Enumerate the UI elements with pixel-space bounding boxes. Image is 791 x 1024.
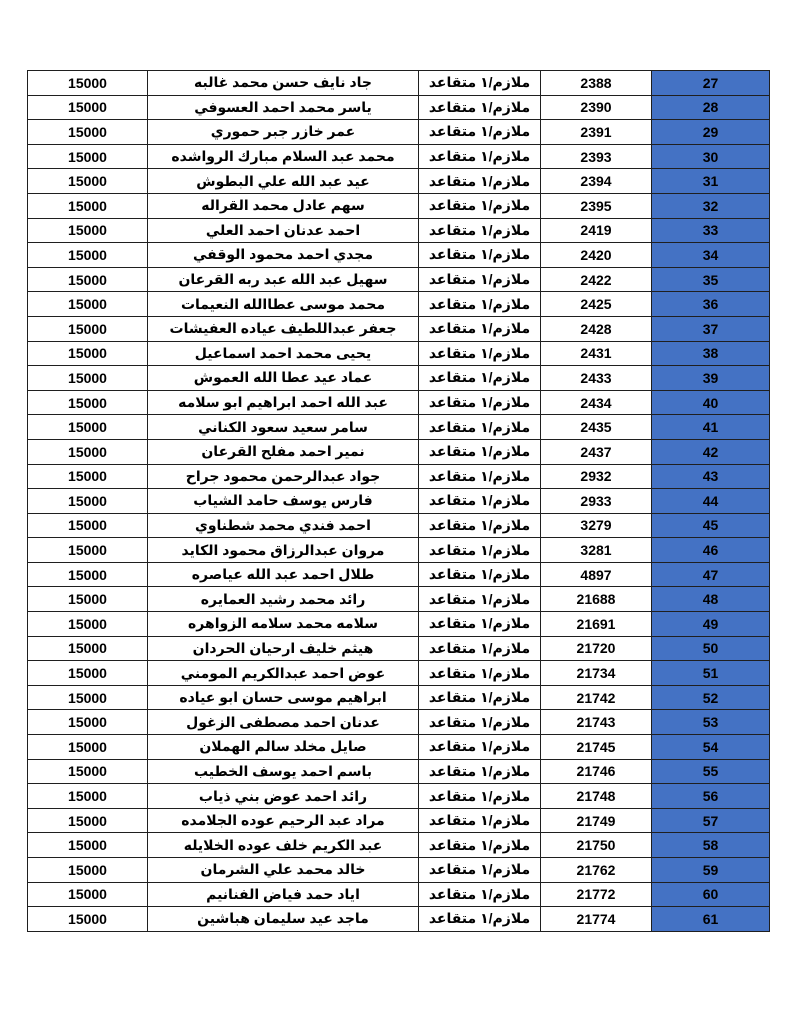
name-cell: سلامه محمد سلامه الزواهره — [148, 612, 419, 637]
table-row — [28, 882, 770, 907]
military-number-cell: 2394 — [541, 169, 652, 194]
rank-cell: ملازم/١ متقاعد — [419, 267, 541, 292]
serial-number-cell: 34 — [652, 243, 770, 268]
serial-number-cell: 27 — [652, 71, 770, 96]
rank-cell: ملازم/١ متقاعد — [419, 784, 541, 809]
table-row — [28, 464, 770, 489]
amount-cell: 15000 — [28, 489, 148, 514]
name-cell: رائد محمد رشيد العمايره — [148, 587, 419, 612]
military-number-cell: 2388 — [541, 71, 652, 96]
table-row — [28, 489, 770, 514]
rank-cell: ملازم/١ متقاعد — [419, 71, 541, 96]
amount-cell: 15000 — [28, 341, 148, 366]
serial-number-cell: 47 — [652, 562, 770, 587]
name-cell: جواد عبدالرحمن محمود جراح — [148, 464, 419, 489]
rank-cell: ملازم/١ متقاعد — [419, 464, 541, 489]
amount-cell: 15000 — [28, 538, 148, 563]
name-cell: احمد عدنان احمد العلي — [148, 218, 419, 243]
rank-cell: ملازم/١ متقاعد — [419, 316, 541, 341]
amount-cell: 15000 — [28, 95, 148, 120]
name-cell: عمر خازر جبر حموري — [148, 120, 419, 145]
table-row — [28, 710, 770, 735]
amount-cell: 15000 — [28, 735, 148, 760]
rank-cell: ملازم/١ متقاعد — [419, 95, 541, 120]
table-row — [28, 833, 770, 858]
military-number-cell: 2420 — [541, 243, 652, 268]
rank-cell: ملازم/١ متقاعد — [419, 858, 541, 883]
military-number-cell: 2434 — [541, 390, 652, 415]
rank-cell: ملازم/١ متقاعد — [419, 882, 541, 907]
serial-number-cell: 51 — [652, 661, 770, 686]
amount-cell: 15000 — [28, 784, 148, 809]
amount-cell: 15000 — [28, 144, 148, 169]
table-row — [28, 71, 770, 96]
table-row — [28, 316, 770, 341]
table-row — [28, 513, 770, 538]
table-row — [28, 366, 770, 391]
name-cell: يحيى محمد احمد اسماعيل — [148, 341, 419, 366]
amount-cell: 15000 — [28, 439, 148, 464]
military-number-cell: 21774 — [541, 907, 652, 932]
rank-cell: ملازم/١ متقاعد — [419, 489, 541, 514]
table-row — [28, 439, 770, 464]
military-number-cell: 2419 — [541, 218, 652, 243]
serial-number-cell: 37 — [652, 316, 770, 341]
military-number-cell: 21691 — [541, 612, 652, 637]
amount-cell: 15000 — [28, 636, 148, 661]
amount-cell: 15000 — [28, 169, 148, 194]
military-number-cell: 2428 — [541, 316, 652, 341]
amount-cell: 15000 — [28, 218, 148, 243]
amount-cell: 15000 — [28, 366, 148, 391]
amount-cell: 15000 — [28, 833, 148, 858]
military-number-cell: 2422 — [541, 267, 652, 292]
serial-number-cell: 60 — [652, 882, 770, 907]
table-row — [28, 390, 770, 415]
rank-cell: ملازم/١ متقاعد — [419, 513, 541, 538]
table-row — [28, 587, 770, 612]
roster-table — [27, 70, 770, 932]
military-number-cell: 4897 — [541, 562, 652, 587]
military-number-cell: 2391 — [541, 120, 652, 145]
amount-cell: 15000 — [28, 907, 148, 932]
military-number-cell: 21745 — [541, 735, 652, 760]
rank-cell: ملازم/١ متقاعد — [419, 193, 541, 218]
table-row — [28, 415, 770, 440]
name-cell: جعفر عبداللطيف عياده العفيشات — [148, 316, 419, 341]
serial-number-cell: 50 — [652, 636, 770, 661]
name-cell: صايل مخلد سالم الهملان — [148, 735, 419, 760]
rank-cell: ملازم/١ متقاعد — [419, 366, 541, 391]
table-row — [28, 169, 770, 194]
amount-cell: 15000 — [28, 882, 148, 907]
rank-cell: ملازم/١ متقاعد — [419, 612, 541, 637]
military-number-cell: 2933 — [541, 489, 652, 514]
table-row — [28, 562, 770, 587]
military-number-cell: 21742 — [541, 685, 652, 710]
rank-cell: ملازم/١ متقاعد — [419, 735, 541, 760]
table-row — [28, 292, 770, 317]
serial-number-cell: 46 — [652, 538, 770, 563]
table-row — [28, 735, 770, 760]
name-cell: احمد فندي محمد شطناوي — [148, 513, 419, 538]
military-number-cell: 3281 — [541, 538, 652, 563]
name-cell: عبد الكريم خلف عوده الخلايله — [148, 833, 419, 858]
serial-number-cell: 28 — [652, 95, 770, 120]
table-row — [28, 341, 770, 366]
rank-cell: ملازم/١ متقاعد — [419, 685, 541, 710]
serial-number-cell: 49 — [652, 612, 770, 637]
table-row — [28, 661, 770, 686]
serial-number-cell: 31 — [652, 169, 770, 194]
rank-cell: ملازم/١ متقاعد — [419, 538, 541, 563]
amount-cell: 15000 — [28, 587, 148, 612]
table-row — [28, 120, 770, 145]
rank-cell: ملازم/١ متقاعد — [419, 587, 541, 612]
amount-cell: 15000 — [28, 685, 148, 710]
rank-cell: ملازم/١ متقاعد — [419, 218, 541, 243]
name-cell: عدنان احمد مصطفى الزغول — [148, 710, 419, 735]
name-cell: مروان عبدالرزاق محمود الكايد — [148, 538, 419, 563]
serial-number-cell: 54 — [652, 735, 770, 760]
name-cell: عبد الله احمد ابراهيم ابو سلامه — [148, 390, 419, 415]
serial-number-cell: 32 — [652, 193, 770, 218]
serial-number-cell: 56 — [652, 784, 770, 809]
military-number-cell: 2431 — [541, 341, 652, 366]
serial-number-cell: 40 — [652, 390, 770, 415]
table-row — [28, 267, 770, 292]
military-number-cell: 21772 — [541, 882, 652, 907]
table-row — [28, 636, 770, 661]
name-cell: نمير احمد مفلح القرعان — [148, 439, 419, 464]
rank-cell: ملازم/١ متقاعد — [419, 169, 541, 194]
serial-number-cell: 41 — [652, 415, 770, 440]
amount-cell: 15000 — [28, 120, 148, 145]
serial-number-cell: 29 — [652, 120, 770, 145]
rank-cell: ملازم/١ متقاعد — [419, 292, 541, 317]
serial-number-cell: 33 — [652, 218, 770, 243]
name-cell: مجدي احمد محمود الوقفي — [148, 243, 419, 268]
name-cell: باسم احمد يوسف الخطيب — [148, 759, 419, 784]
rank-cell: ملازم/١ متقاعد — [419, 907, 541, 932]
table-row — [28, 538, 770, 563]
military-number-cell: 21750 — [541, 833, 652, 858]
serial-number-cell: 57 — [652, 808, 770, 833]
table-row — [28, 218, 770, 243]
table-row — [28, 685, 770, 710]
name-cell: جاد نايف حسن محمد غالبه — [148, 71, 419, 96]
amount-cell: 15000 — [28, 759, 148, 784]
serial-number-cell: 55 — [652, 759, 770, 784]
name-cell: عماد عيد عطا الله العموش — [148, 366, 419, 391]
amount-cell: 15000 — [28, 243, 148, 268]
rank-cell: ملازم/١ متقاعد — [419, 120, 541, 145]
military-number-cell: 2435 — [541, 415, 652, 440]
amount-cell: 15000 — [28, 661, 148, 686]
amount-cell: 15000 — [28, 390, 148, 415]
name-cell: سهم عادل محمد القراله — [148, 193, 419, 218]
amount-cell: 15000 — [28, 71, 148, 96]
military-number-cell: 2390 — [541, 95, 652, 120]
military-number-cell: 3279 — [541, 513, 652, 538]
military-number-cell: 21746 — [541, 759, 652, 784]
name-cell: خالد محمد علي الشرمان — [148, 858, 419, 883]
military-number-cell: 2395 — [541, 193, 652, 218]
amount-cell: 15000 — [28, 292, 148, 317]
name-cell: ابراهيم موسى حسان ابو عياده — [148, 685, 419, 710]
military-number-cell: 2433 — [541, 366, 652, 391]
rank-cell: ملازم/١ متقاعد — [419, 636, 541, 661]
serial-number-cell: 53 — [652, 710, 770, 735]
name-cell: ياسر محمد احمد العسوفي — [148, 95, 419, 120]
table-row — [28, 784, 770, 809]
amount-cell: 15000 — [28, 612, 148, 637]
name-cell: محمد موسى عطاالله النعيمات — [148, 292, 419, 317]
serial-number-cell: 43 — [652, 464, 770, 489]
name-cell: ماجد عيد سليمان هباشين — [148, 907, 419, 932]
serial-number-cell: 30 — [652, 144, 770, 169]
table-row — [28, 759, 770, 784]
serial-number-cell: 36 — [652, 292, 770, 317]
rank-cell: ملازم/١ متقاعد — [419, 415, 541, 440]
rank-cell: ملازم/١ متقاعد — [419, 144, 541, 169]
table-row — [28, 612, 770, 637]
amount-cell: 15000 — [28, 267, 148, 292]
military-number-cell: 21749 — [541, 808, 652, 833]
rank-cell: ملازم/١ متقاعد — [419, 390, 541, 415]
serial-number-cell: 58 — [652, 833, 770, 858]
serial-number-cell: 38 — [652, 341, 770, 366]
name-cell: محمد عبد السلام مبارك الرواشده — [148, 144, 419, 169]
name-cell: فارس يوسف حامد الشياب — [148, 489, 419, 514]
amount-cell: 15000 — [28, 464, 148, 489]
serial-number-cell: 45 — [652, 513, 770, 538]
military-number-cell: 2437 — [541, 439, 652, 464]
name-cell: هيثم خليف ارحيان الحردان — [148, 636, 419, 661]
table-row — [28, 907, 770, 932]
amount-cell: 15000 — [28, 858, 148, 883]
amount-cell: 15000 — [28, 710, 148, 735]
amount-cell: 15000 — [28, 193, 148, 218]
military-number-cell: 2932 — [541, 464, 652, 489]
serial-number-cell: 59 — [652, 858, 770, 883]
table-row — [28, 193, 770, 218]
military-number-cell: 21748 — [541, 784, 652, 809]
amount-cell: 15000 — [28, 316, 148, 341]
rank-cell: ملازم/١ متقاعد — [419, 759, 541, 784]
amount-cell: 15000 — [28, 808, 148, 833]
serial-number-cell: 39 — [652, 366, 770, 391]
serial-number-cell: 48 — [652, 587, 770, 612]
table-row — [28, 95, 770, 120]
rank-cell: ملازم/١ متقاعد — [419, 661, 541, 686]
rank-cell: ملازم/١ متقاعد — [419, 439, 541, 464]
amount-cell: 15000 — [28, 562, 148, 587]
amount-cell: 15000 — [28, 415, 148, 440]
name-cell: اياد حمد فياض الفنانيم — [148, 882, 419, 907]
serial-number-cell: 44 — [652, 489, 770, 514]
table-row — [28, 243, 770, 268]
name-cell: رائد احمد عوض بني ذياب — [148, 784, 419, 809]
name-cell: عيد عبد الله علي البطوش — [148, 169, 419, 194]
serial-number-cell: 52 — [652, 685, 770, 710]
rank-cell: ملازم/١ متقاعد — [419, 710, 541, 735]
rank-cell: ملازم/١ متقاعد — [419, 341, 541, 366]
name-cell: طلال احمد عبد الله عياصره — [148, 562, 419, 587]
name-cell: مراد عبد الرحيم عوده الجلامده — [148, 808, 419, 833]
military-number-cell: 2393 — [541, 144, 652, 169]
rank-cell: ملازم/١ متقاعد — [419, 808, 541, 833]
name-cell: سامر سعيد سعود الكناني — [148, 415, 419, 440]
military-number-cell: 21734 — [541, 661, 652, 686]
roster-body — [28, 71, 770, 932]
serial-number-cell: 35 — [652, 267, 770, 292]
rank-cell: ملازم/١ متقاعد — [419, 833, 541, 858]
rank-cell: ملازم/١ متقاعد — [419, 243, 541, 268]
name-cell: عوض احمد عبدالكريم المومني — [148, 661, 419, 686]
serial-number-cell: 61 — [652, 907, 770, 932]
military-number-cell: 21762 — [541, 858, 652, 883]
serial-number-cell: 42 — [652, 439, 770, 464]
rank-cell: ملازم/١ متقاعد — [419, 562, 541, 587]
military-number-cell: 21720 — [541, 636, 652, 661]
amount-cell: 15000 — [28, 513, 148, 538]
table-row — [28, 144, 770, 169]
table-row — [28, 858, 770, 883]
military-number-cell: 21688 — [541, 587, 652, 612]
table-row — [28, 808, 770, 833]
military-number-cell: 21743 — [541, 710, 652, 735]
name-cell: سهيل عبد الله عبد ربه القرعان — [148, 267, 419, 292]
military-number-cell: 2425 — [541, 292, 652, 317]
